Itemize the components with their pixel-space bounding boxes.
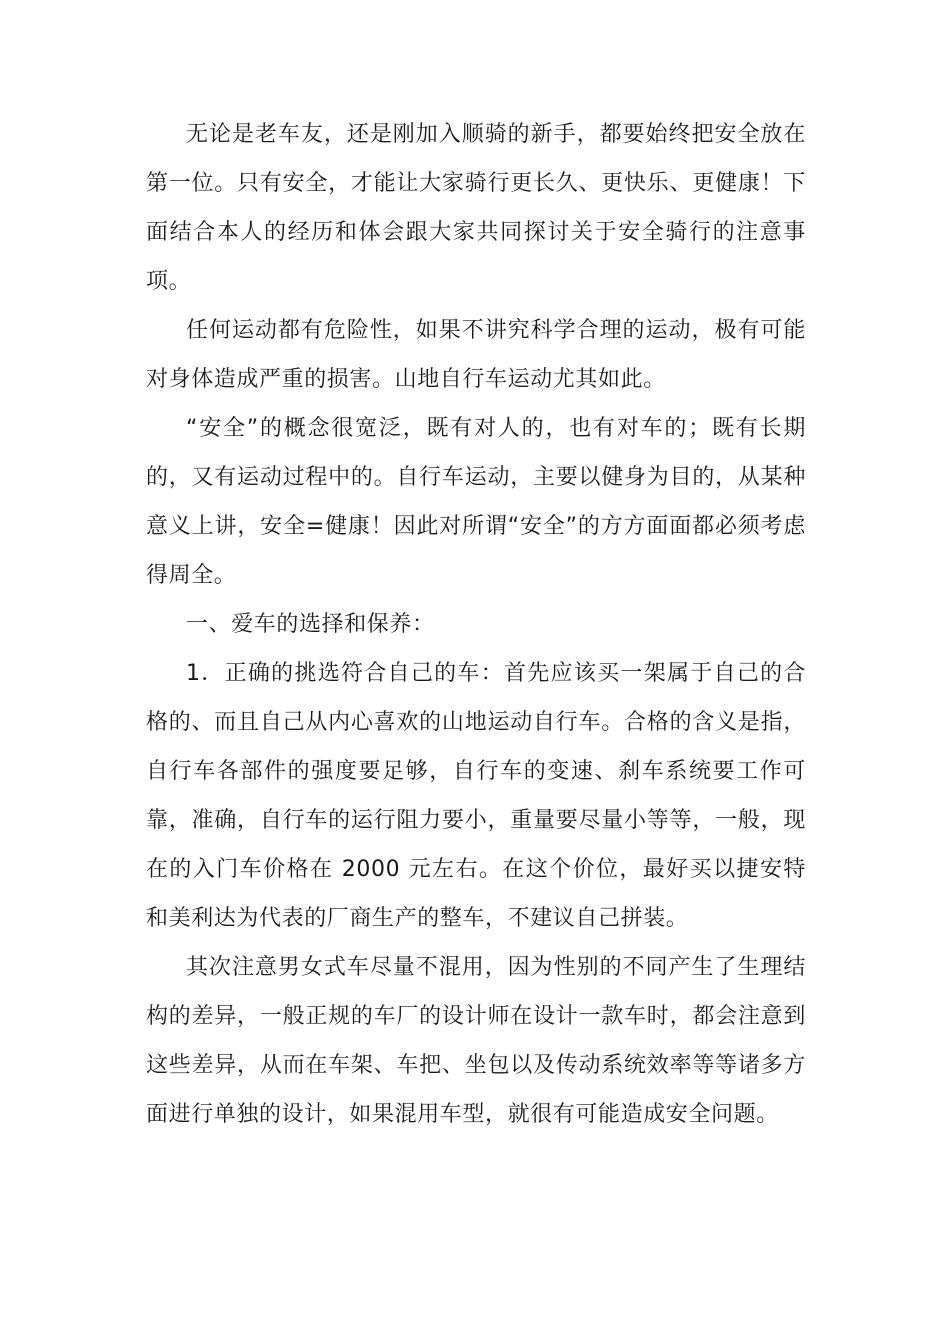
- paragraph-intro: 无论是老车友，还是刚加入顺骑的新手，都要始终把安全放在第一位。只有安全，才能让大家骑行更长久、更快乐、更健康！下面结合本人的经历和体会跟大家共同探讨关于安全骑行的注意事项。: [146, 122, 806, 294]
- paragraph-gender-models: 其次注意男女式车尽量不混用，因为性别的不同产生了生理结构的差异，一般正规的车厂的设计师在设计一款车时，都会注意到这些差异，从而在车架、车把、坐包以及传动系统效率等等诸多方面进行单独的设计，如果混用车型，就很有可能造成安全问题。: [146, 955, 806, 1127]
- paragraph-risk: 任何运动都有危险性，如果不讲究科学合理的运动，极有可能对身体造成严重的损害。山地自行车运动尤其如此。: [146, 318, 806, 392]
- paragraph-safety-concept: “安全”的概念很宽泛，既有对人的，也有对车的；既有长期的，又有运动过程中的。自行车运动，主要以健身为目的，从某种意义上讲，安全=健康！因此对所谓“安全”的方方面面都必须考虑得周全。: [146, 416, 806, 588]
- paragraph-choose-bike: 1．正确的挑选符合自己的车：首先应该买一架属于自己的合格的、而且自己从内心喜欢的山地运动自行车。合格的含义是指，自行车各部件的强度要足够，自行车的变速、刹车系统要工作可靠，准确，自行车的运行阻力要小，重量要尽量小等等，一般，现在的入门车价格在 2000 元左右。在这个价位，最好买以捷安特和美利达为代表的厂商生产的整车，不建议自己拼装。: [146, 661, 806, 931]
- document-body: [146, 110, 806, 1139]
- section-heading: 一、爱车的选择和保养：: [186, 612, 435, 637]
